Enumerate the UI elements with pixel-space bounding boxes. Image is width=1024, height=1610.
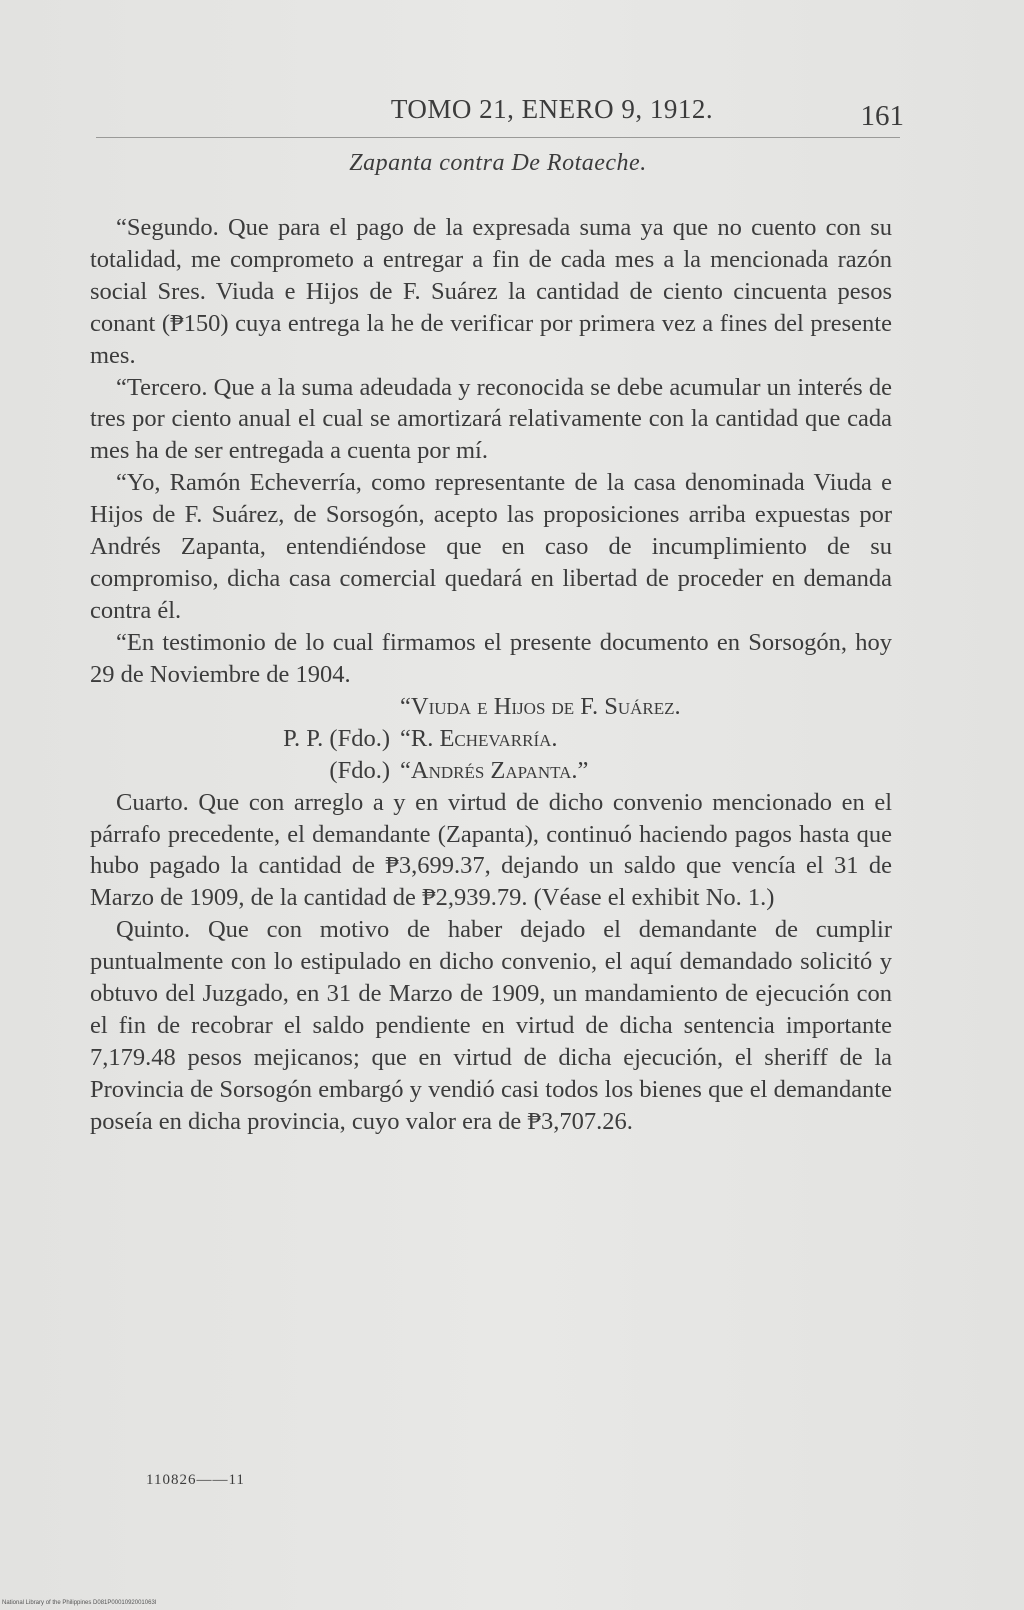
page-number: 161 xyxy=(860,100,904,132)
paragraph-segundo: “Segundo. Que para el pago de la expresada suma ya que no cuento con su totalidad, me comprometo a entregar a fin de cada mes a la mencionada razón social Sres. Viuda e Hijos de F. Suárez la cantidad de ciento cincuenta pesos conant (₱150) cuya entrega la he de verificar por primera vez a fines del presente mes. xyxy=(90,214,892,369)
signature-line-3 xyxy=(90,755,588,787)
paragraph-cuarto: Cuarto. Que con arreglo a y en virtud de dicho convenio mencionado en el párrafo precedente, el demandante (Zapanta), continuó haciendo pagos hasta que hubo pagado la cantidad de ₱3,699.37, dejando un saldo que vencía el 31 de Marzo de 1909, de la cantidad de ₱2,939.79. (Véase el exhibit No. 1.) xyxy=(90,788,892,912)
page-header xyxy=(92,88,904,132)
signature-prefix-fdo: (Fdo.) xyxy=(329,756,390,784)
signature-block xyxy=(90,691,892,787)
paragraph-testimonio: “En testimonio de lo cual firmamos el presente documento en Sorsogón, hoy 29 de Noviembre de 1904. xyxy=(90,628,892,688)
print-code: 110826——11 xyxy=(146,1472,245,1488)
case-title: Zapanta contra De Rotaeche. xyxy=(349,150,647,176)
paragraph-tercero: “Tercero. Que a la suma adeudada y reconocida se debe acumular un interés de tres por ciento anual el cual se amortizará relativamente con la cantidad que cada mes ha de ser entregada a cuenta por mí. xyxy=(90,373,892,465)
footer-credit: National Library of the Philippines D081P0001092001063I xyxy=(2,1600,157,1606)
signature-echevarria: “R. Echevarría. xyxy=(400,724,558,752)
signature-line-1 xyxy=(90,691,681,723)
paragraph-quinto: Quinto. Que con motivo de haber dejado el demandante de cumplir puntualmente con lo estipulado en dicho convenio, el aquí demandado solicitó y obtuvo del Juzgado, en 31 de Marzo de 1909, un mandamiento de ejecución con el fin de recobrar el saldo pendiente en virtud de dicha sentencia importante 7,179.48 pesos mejicanos; que en virtud de dicha ejecución, el sheriff de la Provincia de Sorsogón embargó y vendió casi todos los bienes que el demandante poseía en dicha provincia, cuyo valor era de ₱3,707.26. xyxy=(90,916,892,1135)
signature-viuda: “Viuda e Hijos de F. Suárez. xyxy=(400,692,681,720)
signature-zapanta: “Andrés Zapanta.” xyxy=(400,756,589,784)
body-text xyxy=(90,212,892,1138)
header-rule xyxy=(96,137,900,138)
running-head: TOMO 21, ENERO 9, 1912. xyxy=(390,94,714,124)
signature-prefix-pp: P. P. (Fdo.) xyxy=(283,724,390,752)
signature-line-2 xyxy=(90,723,558,755)
paragraph-yo: “Yo, Ramón Echeverría, como representante de la casa denominada Viuda e Hijos de F. Suárez, de Sorsogón, acepto las proposiciones arriba expuestas por Andrés Zapanta, entendiéndose que en caso de incumplimiento de su compromiso, dicha casa comercial quedará en libertad de proceder en demanda contra él. xyxy=(90,469,892,624)
